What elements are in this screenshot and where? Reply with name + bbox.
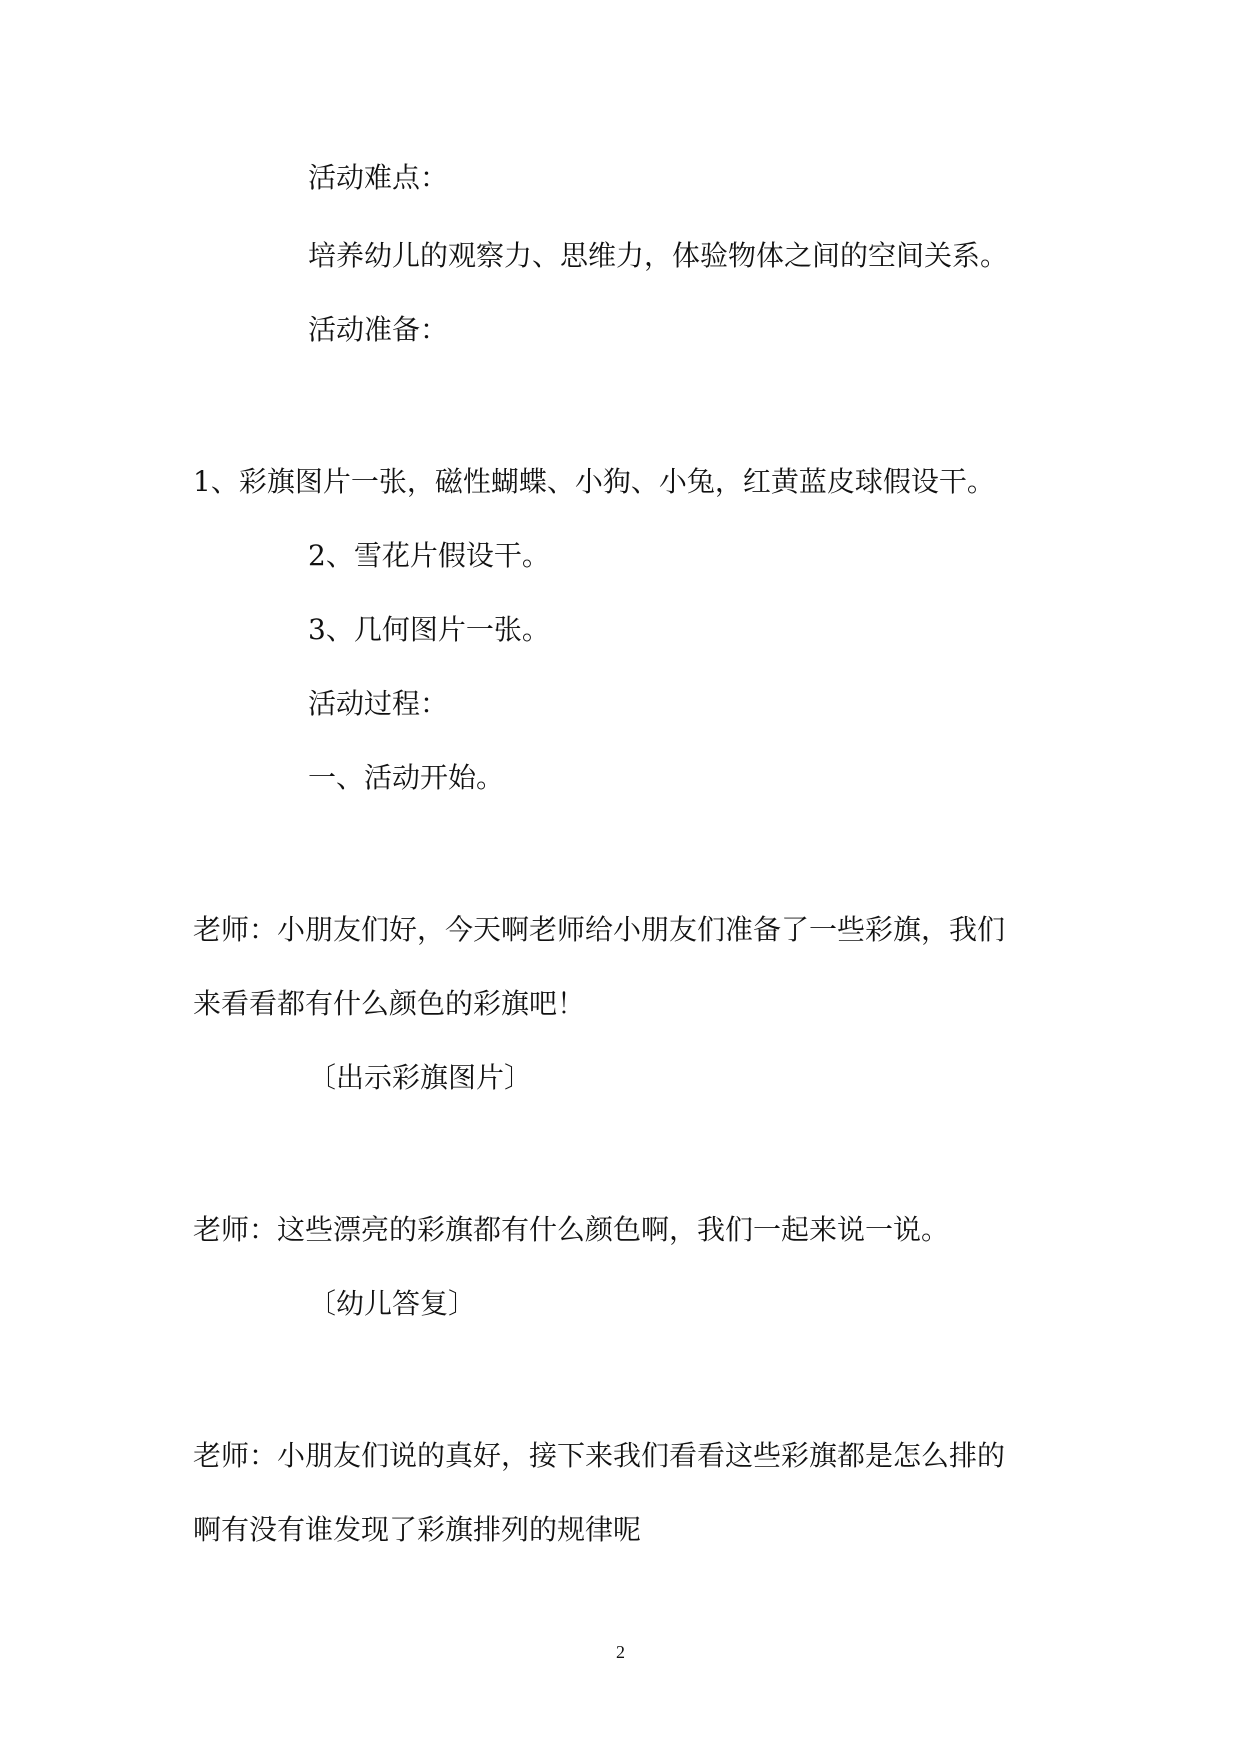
page-number: 2 xyxy=(616,1642,625,1662)
teacher-line-1b: 来看看都有什么颜色的彩旗吧！ xyxy=(193,987,586,1020)
prep-item-3: 3、几何图片一张。 xyxy=(308,613,550,646)
paragraph-difficulty-text: 培养幼儿的观察力、思维力，体验物体之间的空间关系。 xyxy=(308,239,1009,272)
heading-activity-preparation: 活动准备： xyxy=(308,313,449,346)
prep-item-2: 2、雪花片假设干。 xyxy=(308,539,550,572)
teacher-line-1a: 老师：小朋友们好，今天啊老师给小朋友们准备了一些彩旗，我们 xyxy=(193,913,1006,946)
teacher-line-2: 老师：这些漂亮的彩旗都有什么颜色啊，我们一起来说一说。 xyxy=(193,1213,950,1246)
heading-activity-process: 活动过程： xyxy=(308,687,449,720)
prep-item-1: 1、彩旗图片一张，磁性蝴蝶、小狗、小兔，红黄蓝皮球假设干。 xyxy=(193,465,995,498)
stage-direction-show-flags: 〔出示彩旗图片〕 xyxy=(308,1061,533,1094)
heading-activity-difficulty: 活动难点： xyxy=(308,161,449,194)
teacher-line-3a: 老师：小朋友们说的真好，接下来我们看看这些彩旗都是怎么排的 xyxy=(193,1439,1006,1472)
process-step-1: 一、活动开始。 xyxy=(308,761,505,794)
stage-direction-children-answer: 〔幼儿答复〕 xyxy=(308,1287,477,1320)
teacher-line-3b: 啊有没有谁发现了彩旗排列的规律呢 xyxy=(193,1513,642,1546)
